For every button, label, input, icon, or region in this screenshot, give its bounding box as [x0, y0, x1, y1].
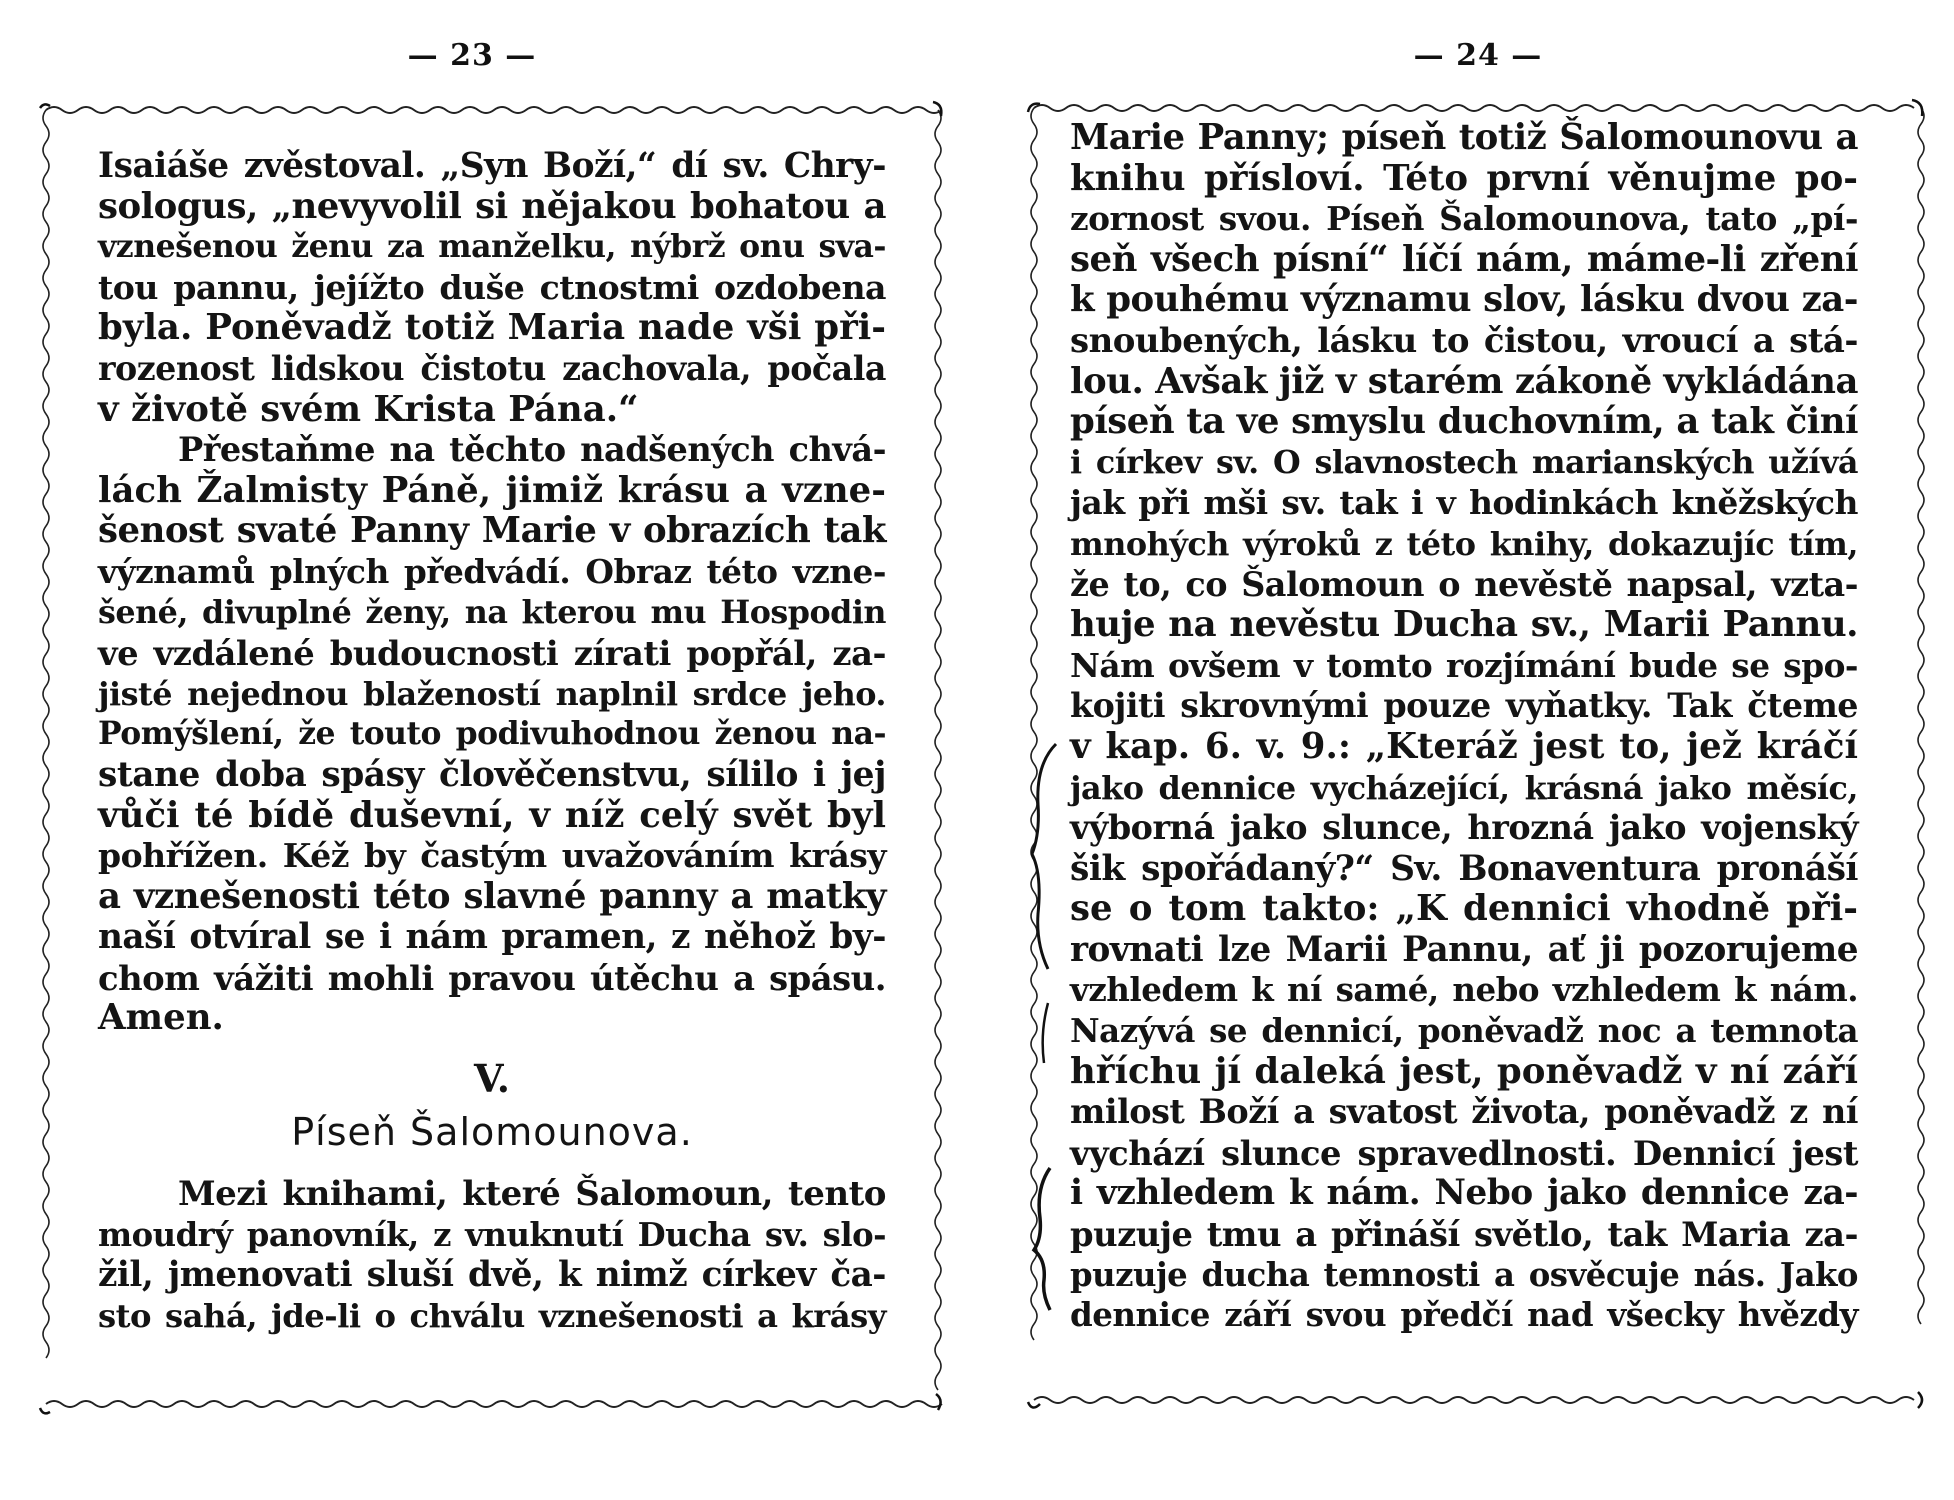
text-line: žil, jmenovati sluší dvě, k nimž církev ča- [98, 1255, 886, 1296]
text-line: mnohých výroků z této knihy, dokazujíc tím, [1070, 524, 1858, 563]
text-line: i vzhledem k nám. Nebo jako dennice za- [1070, 1173, 1858, 1214]
text-line: sto sahá, jde-li o chválu vznešenosti a krásy [98, 1297, 886, 1336]
text-line: Amen. [98, 997, 224, 1039]
text-line: Marie Panny; píseň totiž Šalomounovu a [1070, 117, 1858, 158]
text-line: Mezi knihami, které Šalomoun, tento [178, 1174, 886, 1215]
left-paragraph-3 [98, 1174, 886, 1336]
text-line: v životě svém Krista Pána.“ [98, 388, 639, 430]
text-line: vychází slunce spravedlnosti. Dennicí jest [1070, 1132, 1858, 1173]
text-line: dennice září svou předčí nad všecky hvězdy [1070, 1295, 1858, 1335]
section-title: Píseň Šalomounova. [291, 1109, 693, 1154]
text-line: puzuje tmu a přináší světlo, tak Maria za- [1070, 1214, 1858, 1255]
text-line: puzuje ducha temnosti a osvěcuje nás. Jako [1070, 1255, 1858, 1294]
text-line: huje na nevěstu Ducha sv., Marii Pannu. [1070, 604, 1858, 646]
text-line: vznešenou ženu za manželku, nýbrž onu sva- [98, 228, 886, 266]
text-line: kojiti skrovnými pouze vyňatky. Tak čteme [1070, 686, 1858, 726]
left-text-block [98, 146, 886, 1337]
text-line: tou pannu, jejížto duše ctnostmi ozdobena [98, 267, 886, 307]
text-line: hříchu jí daleká jest, poněvadž v ní září [1070, 1050, 1858, 1092]
text-line: k pouhému významu slov, lásku dvou za- [1070, 279, 1858, 321]
text-line: milost Boží a svatost života, poněvadž z ní [1070, 1092, 1858, 1132]
text-line: významů plných předvádí. Obraz této vzne- [98, 551, 886, 591]
text-line: zornost svou. Píseň Šalomounova, tato „pí- [1070, 199, 1858, 239]
text-line: knihu přísloví. Této první věnujme po- [1070, 157, 1858, 199]
text-line: jako dennice vycházející, krásná jako měsíc, [1070, 768, 1858, 807]
text-line: rovnati lze Marii Pannu, ať ji pozorujeme [1070, 929, 1858, 970]
section-number: V. [473, 1056, 511, 1102]
right-page-frame [1028, 98, 1928, 1416]
text-line: píseň ta ve smyslu duchovním, a tak činí [1070, 401, 1858, 443]
text-line: vůči té bídě duševní, v níž celý svět byl [98, 794, 886, 836]
text-line: Přestaňme na těchto nadšených chvá- [178, 430, 886, 470]
text-line: stane doba spásy člověčenstvu, sílilo i jej [98, 754, 886, 795]
left-paragraph-2 [98, 430, 886, 1039]
text-line: a vznešenosti této slavné panny a matky [98, 875, 886, 917]
text-line: snoubených, lásku to čistou, vroucí a stá- [1070, 320, 1858, 361]
left-page-frame [40, 98, 945, 1416]
text-line: Nazývá se dennicí, poněvadž noc a temnota [1070, 1012, 1858, 1051]
text-line: lách Žalmisty Páně, jimiž krásu a vzne- [98, 469, 886, 511]
text-line: chom vážiti mohli pravou útěchu a spásu. [98, 957, 886, 998]
text-line: i církev sv. O slavnostech marianských užívá [1070, 443, 1858, 481]
text-line: rozenost lidskou čistotu zachovala, počala [98, 348, 886, 388]
text-line: Isaiáše zvěstoval. „Syn Boží,“ dí sv. Chry- [98, 146, 886, 186]
text-line: pohřížen. Kéž by častým uvažováním krásy [98, 836, 886, 876]
text-line: seň všech písní“ líčí nám, máme-li zření [1070, 238, 1858, 280]
text-line: naší otvíral se i nám pramen, z něhož by- [98, 917, 886, 958]
text-line: sologus, „nevyvolil si nějakou bohatou a [98, 185, 886, 227]
text-line: výborná jako slunce, hrozná jako vojenský [1070, 808, 1858, 848]
text-line: lou. Avšak již v starém zákoně vykládána [1070, 360, 1858, 402]
text-line: moudrý panovník, z vnuknutí Ducha sv. slo- [98, 1215, 886, 1254]
text-line: Pomýšlení, že touto podivuhodnou ženou na- [98, 715, 886, 753]
text-line: se o tom takto: „K dennici vhodně při- [1070, 888, 1858, 930]
text-line: byla. Poněvadž totiž Maria nade vši při- [98, 307, 886, 349]
margin-bracket-mark [1022, 738, 1062, 1298]
right-text-block [1070, 118, 1858, 1336]
text-line: že to, co Šalomoun o nevěstě napsal, vzta- [1070, 564, 1858, 604]
text-line: Nám ovšem v tomto rozjímání bude se spo- [1070, 645, 1858, 685]
text-line: jisté nejednou blažeností naplnil srdce jeho. [98, 674, 886, 713]
left-page-number: — 23 — [407, 38, 537, 73]
text-line: vzhledem k ní samé, nebo vzhledem k nám. [1070, 971, 1858, 1010]
text-line: ve vzdálené budoucnosti zírati popřál, za- [98, 633, 886, 674]
text-line: v kap. 6. v. 9.: „Kteráž jest to, jež kráčí [1070, 725, 1858, 767]
text-line: šené, divuplné ženy, na kterou mu Hospodin [98, 593, 886, 631]
text-line: šenost svaté Panny Marie v obrazích tak [98, 510, 886, 552]
text-line: šik spořádaný?“ Sv. Bonaventura pronáší [1070, 848, 1858, 889]
text-line: jak při mši sv. tak i v hodinkách kněžských [1070, 483, 1858, 523]
right-page-number: — 24 — [1413, 38, 1543, 73]
left-paragraph-1 [98, 146, 886, 430]
